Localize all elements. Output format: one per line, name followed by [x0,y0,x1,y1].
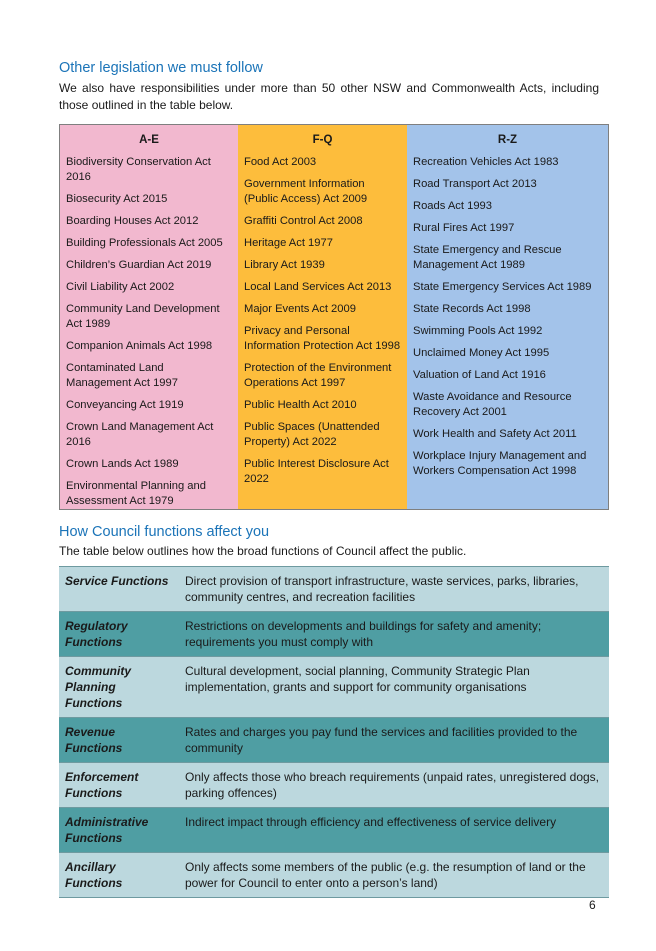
act-item: Recreation Vehicles Act 1983 [413,156,559,168]
act-item: Civil Liability Act 2002 [66,281,175,293]
act-item: Privacy and Personal Information Protection Act 1998 [244,325,401,352]
functions-table [59,566,609,898]
legislation-table [59,124,609,510]
function-description: Only affects those who breach requirements (unpaid rates, unregistered dogs, parking offences) [185,770,600,800]
function-row [59,718,609,763]
functions-intro: The table below outlines how the broad functions of Council affect the public. [59,544,467,558]
function-row [59,612,609,657]
act-item: Road Transport Act 2013 [413,178,537,190]
legislation-column-r-z [407,125,608,509]
function-name: Regulatory Functions [65,619,128,649]
act-item: Building Professionals Act 2005 [66,237,223,249]
function-row [59,763,609,808]
act-item: Crown Lands Act 1989 [66,458,179,470]
act-item: Workplace Injury Management and Workers Compensation Act 1998 [413,450,587,477]
function-name: Community Planning Functions [65,664,131,710]
function-description: Rates and charges you pay fund the services and facilities provided to the community [185,725,578,755]
function-description: Direct provision of transport infrastructure, waste services, parks, libraries, community centres, and recreation facilities [185,574,579,604]
act-item: State Records Act 1998 [413,303,531,315]
legislation-column-a-e [60,125,238,509]
act-item: Public Interest Disclosure Act 2022 [244,458,389,485]
act-item: Protection of the Environment Operations Act 1997 [244,362,392,389]
function-name: Ancillary Functions [65,860,123,890]
page-number: 6 [589,898,596,912]
act-item: Companion Animals Act 1998 [66,340,213,352]
act-item: Biosecurity Act 2015 [66,193,168,205]
act-item: Swimming Pools Act 1992 [413,325,543,337]
act-item: State Emergency Services Act 1989 [413,281,592,293]
section-heading-functions: How Council functions affect you [59,524,270,540]
act-item: Government Information (Public Access) Act 2009 [244,178,368,205]
act-item: Food Act 2003 [244,156,317,168]
act-item: Work Health and Safety Act 2011 [413,428,577,440]
act-item: Waste Avoidance and Resource Recovery Act 2001 [413,391,572,418]
act-item: Local Land Services Act 2013 [244,281,392,293]
function-name: Service Functions [65,574,169,588]
act-item: Biodiversity Conservation Act 2016 [66,156,211,183]
act-item: Environmental Planning and Assessment Act 1979 [66,480,206,507]
function-name: Administrative Functions [65,815,149,845]
column-header: R-Z [497,134,518,146]
act-item: Valuation of Land Act 1916 [413,369,546,381]
act-item: Roads Act 1993 [413,200,492,212]
act-item: Public Spaces (Unattended Property) Act 2022 [244,421,380,448]
act-item: Crown Land Management Act 2016 [66,421,214,448]
act-item: State Emergency and Rescue Management Act 1989 [413,244,562,271]
function-description: Only affects some members of the public (e.g. the resumption of land or the power for Council to enter onto a person’s land) [185,860,586,890]
act-item: Conveyancing Act 1919 [66,399,184,411]
function-description: Restrictions on developments and buildings for safety and amenity; requirements you must comply with [185,619,542,649]
function-row [59,808,609,853]
act-item: Rural Fires Act 1997 [413,222,515,234]
act-item: Unclaimed Money Act 1995 [413,347,550,359]
function-name: Revenue Functions [65,725,123,755]
act-item: Contaminated Land Management Act 1997 [66,362,178,389]
act-item: Boarding Houses Act 2012 [66,215,199,227]
column-header: F-Q [312,134,333,146]
act-item: Heritage Act 1977 [244,237,333,249]
function-row [59,567,609,612]
act-item: Children’s Guardian Act 2019 [66,259,212,271]
function-name: Enforcement Functions [65,770,139,800]
legislation-column-f-q [238,125,407,509]
act-item: Graffiti Control Act 2008 [244,215,363,227]
section-heading-legislation: Other legislation we must follow [59,60,263,76]
function-row [59,853,609,898]
act-item: Public Health Act 2010 [244,399,357,411]
function-description: Cultural development, social planning, Community Strategic Plan implementation, grants and support for community organisations [185,664,530,694]
column-header: A-E [139,134,159,146]
function-description: Indirect impact through efficiency and effectiveness of service delivery [185,815,557,829]
act-item: Library Act 1939 [244,259,325,271]
act-item: Community Land Development Act 1989 [66,303,220,330]
function-row [59,657,609,718]
legislation-intro: We also have responsibilities under more than 50 other NSW and Commonwealth Acts, including those outlined in the table below. [59,81,599,112]
act-item: Major Events Act 2009 [244,303,356,315]
